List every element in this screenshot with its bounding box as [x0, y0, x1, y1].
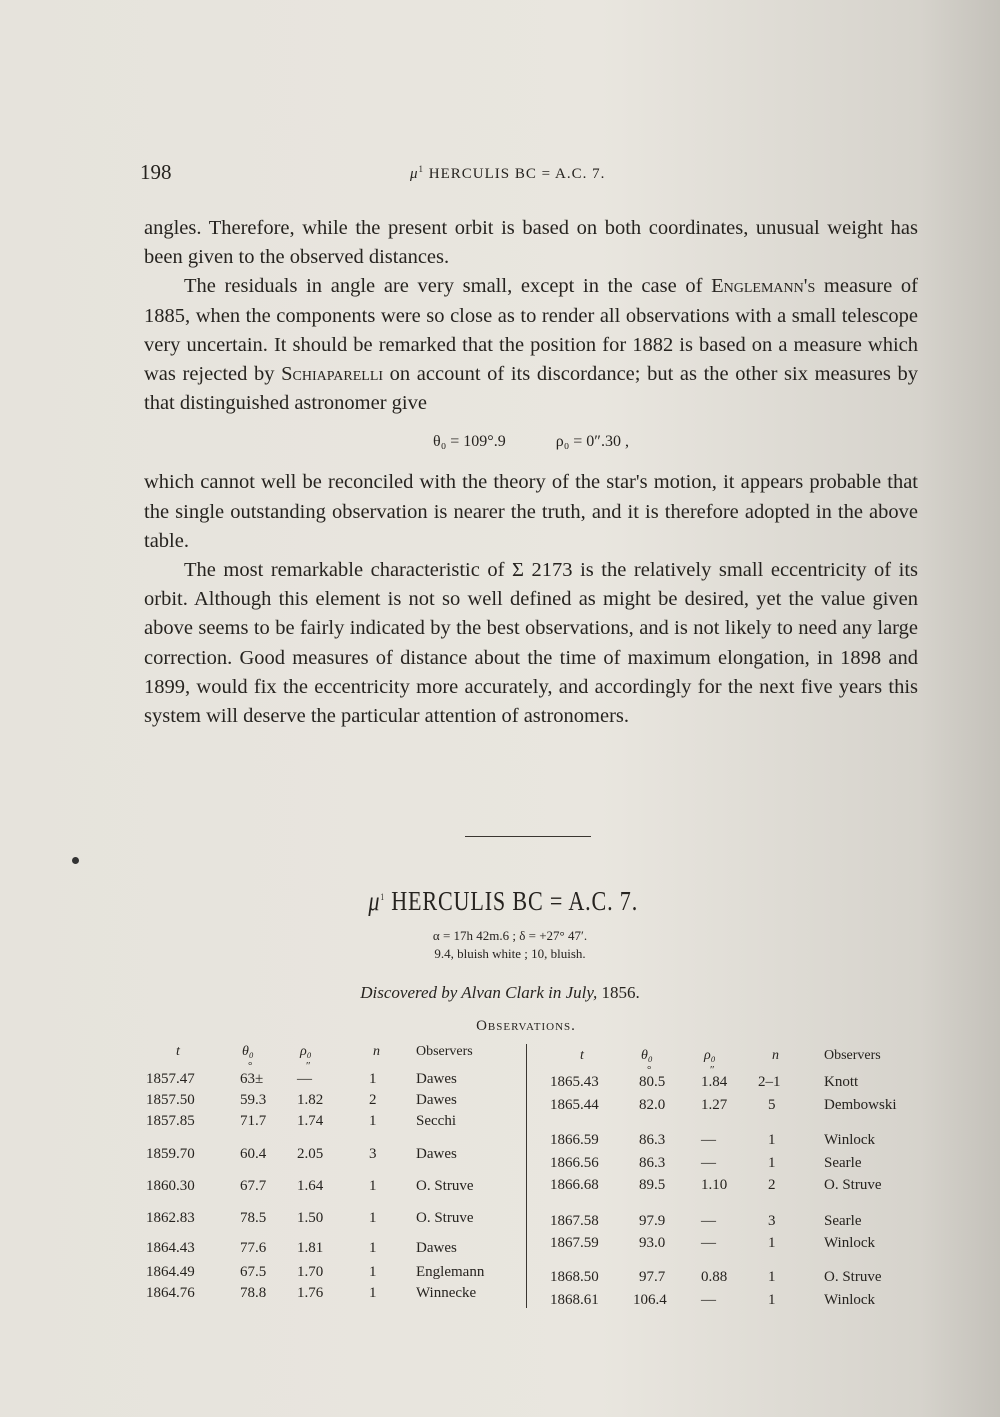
right-row-2-theta: 86.3	[639, 1132, 666, 1148]
left-row-5-n: 1	[369, 1210, 377, 1226]
paragraph-2-b: measure of 1885, when the components were so close as to render all observations with a small telescope very uncertain. It should be remarked that the position for 1882 is based on a measure which was rejected by	[144, 275, 918, 386]
equation	[144, 428, 918, 456]
running-title-mu: μ	[410, 166, 419, 182]
left-row-7-n: 1	[369, 1264, 377, 1280]
paragraph-2	[144, 272, 918, 418]
right-row-2-t: 1866.59	[550, 1132, 599, 1148]
body-text	[144, 214, 918, 731]
right-row-0-t: 1865.43	[550, 1074, 599, 1090]
left-row-7-theta: 67.5	[240, 1264, 267, 1280]
left-row-1-t: 1857.50	[146, 1092, 195, 1108]
right-row-5-n: 3	[768, 1213, 776, 1229]
left-row-1-theta: 59.3	[240, 1092, 267, 1108]
right-row-2-n: 1	[768, 1132, 776, 1148]
left-row-0-t: 1857.47	[146, 1071, 195, 1087]
right-row-6-n: 1	[768, 1235, 776, 1251]
observations-heading: Observations.	[476, 1018, 576, 1034]
left-row-2-n: 1	[369, 1113, 377, 1129]
right-row-5-rho: —	[701, 1213, 716, 1229]
section-title-rest: HERCULIS BC = A.C. 7.	[384, 886, 639, 916]
right-row-0-obs: Knott	[824, 1074, 859, 1090]
right-row-7-rho: 0.88	[701, 1269, 728, 1285]
left-row-7-t: 1864.49	[146, 1264, 195, 1280]
right-row-1-t: 1865.44	[550, 1097, 599, 1113]
paragraph-4: The most remarkable characteristic of Σ 2173 is the relatively small eccentricity of its orbit. Although this element is not so well defined as might be desired, yet the value given above seems to be fairly indicated by the best observations, and is not likely to need any large correction. Good measures of distance about the time of maximum elongation, in 1898 and 1899, would fix the eccentricity more accurately, and accordingly for the next five years this system will deserve the particular attention of astronomers.	[144, 559, 918, 728]
right-row-6-obs: Winlock	[824, 1235, 876, 1251]
right-row-1-theta: 82.0	[639, 1097, 666, 1113]
left-row-2-theta: 71.7	[240, 1113, 267, 1129]
left-row-8-n: 1	[369, 1285, 377, 1301]
right-row-4-n: 2	[768, 1177, 776, 1193]
left-row-0-obs: Dawes	[416, 1071, 457, 1087]
section-title	[93, 886, 913, 917]
discovery-italic: Discovered by Alvan Clark in July,	[360, 983, 598, 1002]
left-row-2-rho: 1.74	[297, 1113, 324, 1129]
page-header	[140, 160, 920, 190]
left-row-2-obs: Secchi	[416, 1113, 456, 1129]
running-title-sup: 1	[418, 164, 425, 174]
left-row-5-t: 1862.83	[146, 1210, 195, 1226]
right-row-6-rho: —	[701, 1235, 716, 1251]
right-row-5-obs: Searle	[824, 1213, 862, 1229]
right-unit-rho: ″	[710, 1064, 715, 1076]
left-unit-rho: ″	[306, 1060, 311, 1072]
right-row-1-obs: Dembowski	[824, 1097, 897, 1113]
right-row-8-n: 1	[768, 1292, 776, 1308]
right-row-6-t: 1867.59	[550, 1235, 599, 1251]
left-row-5-theta: 78.5	[240, 1210, 267, 1226]
equation-rho: ρ₀ = 0″.30 ,	[555, 433, 629, 451]
equation-theta: θ₀ = 109°.9	[433, 433, 506, 451]
left-header-rho: ρ₀	[300, 1044, 312, 1059]
left-row-4-rho: 1.64	[297, 1178, 324, 1194]
right-row-8-rho: —	[701, 1292, 716, 1308]
left-header-n: n	[373, 1044, 380, 1059]
left-row-6-theta: 77.6	[240, 1240, 267, 1256]
right-row-2-obs: Winlock	[824, 1132, 876, 1148]
margin-dot	[72, 857, 79, 864]
right-row-8-obs: Winlock	[824, 1292, 876, 1308]
right-row-3-rho: —	[701, 1155, 716, 1171]
right-row-1-n: 5	[768, 1097, 776, 1113]
left-header-obs: Observers	[416, 1044, 473, 1059]
section-divider	[465, 836, 591, 837]
left-row-5-obs: O. Struve	[416, 1210, 474, 1226]
left-row-3-obs: Dawes	[416, 1146, 457, 1162]
right-row-4-theta: 89.5	[639, 1177, 666, 1193]
left-row-3-n: 3	[369, 1146, 377, 1162]
left-row-8-t: 1864.76	[146, 1285, 195, 1301]
left-row-7-obs: Englemann	[416, 1264, 485, 1280]
left-row-1-rho: 1.82	[297, 1092, 324, 1108]
right-row-3-theta: 86.3	[639, 1155, 666, 1171]
left-row-5-rho: 1.50	[297, 1210, 324, 1226]
left-row-6-n: 1	[369, 1240, 377, 1256]
right-row-8-t: 1868.61	[550, 1292, 599, 1308]
right-row-7-t: 1868.50	[550, 1269, 599, 1285]
right-row-0-theta: 80.5	[639, 1074, 666, 1090]
right-header-rho: ρ₀	[704, 1048, 716, 1063]
left-row-7-rho: 1.70	[297, 1264, 324, 1280]
left-row-4-t: 1860.30	[146, 1178, 195, 1194]
paragraph-1: angles. Therefore, while the present orbit is based on both coordinates, unusual weight has been given to the observed distances.	[144, 217, 918, 269]
left-header-t: t	[176, 1044, 180, 1059]
right-row-7-n: 1	[768, 1269, 776, 1285]
right-row-5-t: 1867.58	[550, 1213, 599, 1229]
schiaparelli-name: Schiaparelli	[281, 363, 384, 386]
right-row-3-t: 1866.56	[550, 1155, 599, 1171]
left-row-1-n: 2	[369, 1092, 377, 1108]
discovery-line	[0, 983, 1000, 1003]
right-row-0-rho: 1.84	[701, 1074, 728, 1090]
left-row-6-t: 1864.43	[146, 1240, 195, 1256]
right-row-8-theta: 106.4	[633, 1292, 667, 1308]
left-row-0-rho: —	[297, 1071, 312, 1087]
right-row-2-rho: —	[701, 1132, 716, 1148]
right-row-7-obs: O. Struve	[824, 1269, 882, 1285]
right-row-3-n: 1	[768, 1155, 776, 1171]
left-row-3-t: 1859.70	[146, 1146, 195, 1162]
left-row-4-theta: 67.7	[240, 1178, 267, 1194]
discovery-year: 1856.	[597, 983, 640, 1002]
running-title-rest: HERCULIS BC = A.C. 7.	[424, 166, 606, 182]
right-row-0-n: 2–1	[758, 1074, 781, 1090]
paragraph-2-a: The residuals in angle are very small, except in the case of	[184, 275, 712, 298]
right-header-n: n	[772, 1048, 779, 1063]
right-row-6-theta: 93.0	[639, 1235, 666, 1251]
left-header-theta: θ₀	[242, 1044, 254, 1059]
left-row-8-rho: 1.76	[297, 1285, 324, 1301]
paragraph-3: which cannot well be reconciled with the theory of the star's motion, it appears probable that the single outstanding observation is nearer the truth, and it is therefore adopted in the above table.	[144, 471, 918, 552]
left-row-0-n: 1	[369, 1071, 377, 1087]
right-row-7-theta: 97.7	[639, 1269, 666, 1285]
left-row-0-theta: 63±	[240, 1071, 264, 1087]
table-divider	[526, 1044, 527, 1308]
left-row-1-obs: Dawes	[416, 1092, 457, 1108]
right-header-theta: θ₀	[641, 1048, 653, 1063]
page-number: 198	[140, 160, 172, 184]
left-row-2-t: 1857.85	[146, 1113, 195, 1129]
section-title-mu: μ	[368, 886, 381, 916]
right-row-4-t: 1866.68	[550, 1177, 599, 1193]
right-header-t: t	[580, 1048, 584, 1063]
right-row-5-theta: 97.9	[639, 1213, 666, 1229]
left-row-8-theta: 78.8	[240, 1285, 267, 1301]
magnitudes-line: 9.4, bluish white ; 10, bluish.	[434, 946, 586, 961]
running-title	[410, 164, 605, 183]
left-row-4-obs: O. Struve	[416, 1178, 474, 1194]
englemann-name: Englemann's	[711, 275, 816, 298]
right-row-4-rho: 1.10	[701, 1177, 728, 1193]
left-row-6-rho: 1.81	[297, 1240, 324, 1256]
right-row-3-obs: Searle	[824, 1155, 862, 1171]
left-row-4-n: 1	[369, 1178, 377, 1194]
left-unit-theta: °	[248, 1060, 253, 1072]
right-row-1-rho: 1.27	[701, 1097, 728, 1113]
right-header-obs: Observers	[824, 1048, 881, 1063]
paragraph-2-c: on account of its discordance; but as the other six measures by that distinguished astronomer give	[144, 363, 918, 415]
right-unit-theta: °	[647, 1064, 652, 1076]
section-title-sup: 1	[380, 892, 385, 902]
left-row-8-obs: Winnecke	[416, 1285, 477, 1301]
left-row-3-rho: 2.05	[297, 1146, 324, 1162]
left-row-6-obs: Dawes	[416, 1240, 457, 1256]
right-row-4-obs: O. Struve	[824, 1177, 882, 1193]
left-row-3-theta: 60.4	[240, 1146, 267, 1162]
coordinates-line: α = 17h 42m.6 ; δ = +27° 47′.	[432, 928, 588, 943]
